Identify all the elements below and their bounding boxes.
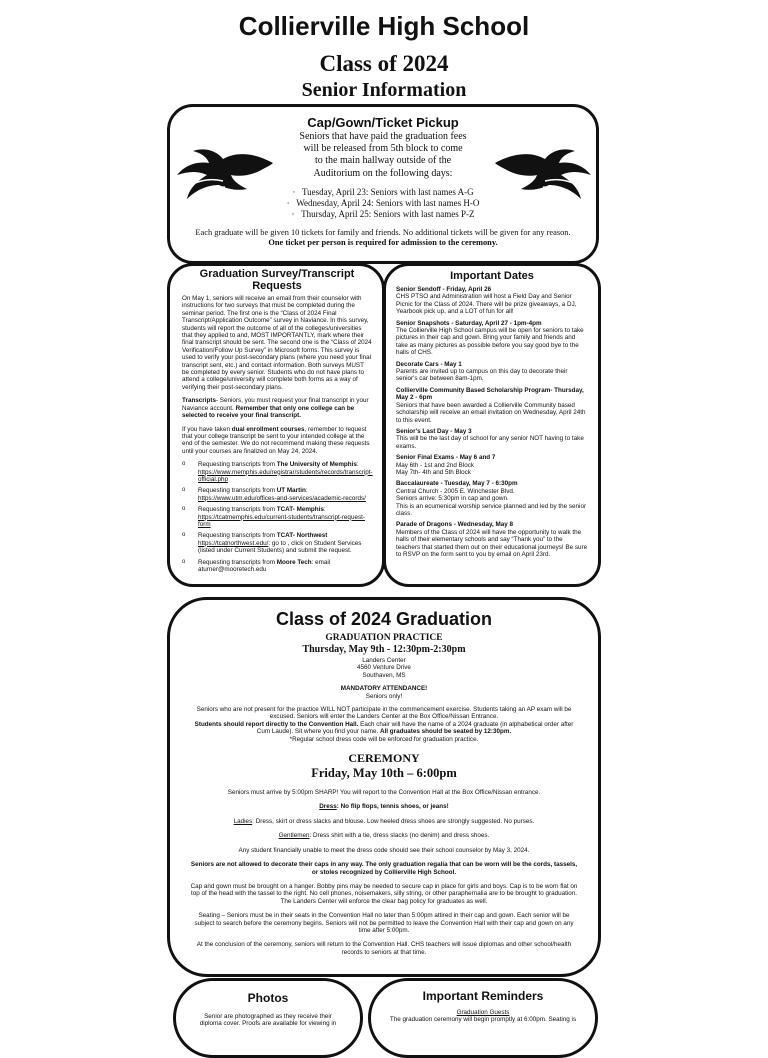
date-heading: Senior Snapshots - Saturday, April 27 - 1pm-4pm bbox=[396, 319, 542, 327]
ceremony-title: CEREMONY bbox=[348, 751, 420, 766]
reminders-title: Important Reminders bbox=[422, 989, 544, 1003]
cap-gown-intro: Seniors that have paid the graduation fees will be released from 5th block to come to the main hallway outside of the Auditorium on the following days: bbox=[299, 131, 467, 179]
class-title: Class of 2024 bbox=[319, 51, 449, 76]
list-item: o Requesting transcripts from UT Martin: https://www.utm.edu/offices-and-services/academic-records/ bbox=[182, 487, 372, 502]
mandatory: MANDATORY ATTENDANCE! bbox=[340, 685, 428, 693]
ceremony-date: Friday, May 10th – 6:00pm bbox=[311, 766, 457, 781]
pickup-day: · Wednesday, April 24: Seniors with last names H-O bbox=[286, 197, 480, 208]
date-item bbox=[396, 286, 588, 316]
date-body: This will be the last day of school for any senior NOT having to take exams. bbox=[396, 435, 584, 450]
list-item: o Requesting transcripts from The University of Memphis: https://www.memphis.edu/registrar/students/records/transcript-official.php bbox=[182, 461, 372, 483]
reminders-box bbox=[368, 978, 598, 1058]
financial: Any student financially unable to meet the dress code should see their school counselor by May 3, 2024. bbox=[238, 846, 530, 854]
date-item bbox=[396, 428, 588, 450]
date-body: CHS PTSO and Administration will host a Field Day and Senior Picnic for the Class of 2024. There will be prize giveaways, a DJ, Yearbook pick up, and a LOT of fun for all! bbox=[396, 293, 577, 316]
date-item bbox=[396, 521, 588, 558]
survey-para1: On May 1, seniors will receive an email from their counselor with instructions for two surveys that must be completed during the seminar period. The first one is the “Class of 2024 Final Transcript/Application Outcome” survey in Naviance. In this survey, students will report the outcome of all of the colleges/universities that they applied to and, MOST IMPORTANTLY, mark where their final transcript should be sent. The second one is the “Class of 2024 Verification/Follow Up Survey” in Microsoft forms. This survey is used to verify your post-secondary plans (where you need your final transcript sent, etc.) and contact information. Both surveys MUST be completed by every senior. Students who do not have plans to attend a college/university will complete both forms as a way of verifying their post-secondary plans. bbox=[182, 295, 372, 391]
practice-p1: Seniors who are not present for the practice WILL NOT participate in the commencement exercise. Students taking an AP exam will be excused. Seniors will enter the Landers Center at the Box Office/Nissan Entrance. bbox=[196, 706, 572, 721]
link[interactable]: https://tcatnorthwest.edu/ bbox=[198, 539, 269, 547]
practice-p3: *Regular school dress code will be enforced for graduation practice. bbox=[289, 735, 479, 743]
date-heading: Senior Final Exams - May 6 and 7 bbox=[396, 454, 496, 462]
transcript-request-list bbox=[182, 461, 372, 573]
school-title: Collierville High School bbox=[238, 11, 530, 41]
hanger: Cap and gown must be brought on a hanger. Bobby pins may be needed to secure cap in place for girls and boys. Cap is to be worn flat on top of the head with the tassel to the right. No cell phones, noisemakers, silly string, or other paraphernalia are to be brought to graduation. The Landers Center will enforce the clear bag policy for graduates as well. bbox=[190, 882, 578, 905]
date-heading: Decorate Cars - May 1 bbox=[396, 360, 462, 368]
date-body: May 6th - 1st and 2nd Block May 7th- 4th and 5th Block bbox=[396, 461, 475, 476]
arrive: Seniors must arrive by 5:00pm SHARP! You will report to the Convention Hall at the Box Office/Nissan entrance. bbox=[227, 789, 541, 797]
date-item bbox=[396, 361, 588, 383]
dates-title: Important Dates bbox=[450, 270, 534, 282]
tickets-note: Each graduate will be given 10 tickets for family and friends. No additional tickets will be given for any reason. One ticket per person is required for admission to the ceremony. bbox=[195, 227, 571, 247]
survey-para2: Transcripts- Seniors, you must request your final transcript in your Naviance account. Remember that only one college can be selected to receive your final transcript. bbox=[182, 397, 369, 420]
date-body: Seniors that have been awarded a Collierville Community based scholarship will receive an email invitation on Wednesday, April 24th to this event. bbox=[396, 401, 586, 424]
date-heading: Parade of Dragons - Wednesday, May 8 bbox=[396, 521, 513, 529]
cap-gown-title: Cap/Gown/Ticket Pickup bbox=[307, 115, 459, 130]
seating: Seating – Seniors must be in their seats in the Convention Hall no later than 5:00pm attired in their cap and gown. Each senior will be subject to search before the ceremony begins. Seniors will not be permitted to leave the Convention Hall with their cap and gown on any time after 5:00pm. bbox=[194, 912, 574, 934]
date-item bbox=[396, 320, 588, 357]
date-body: The Collierville High School campus will be open for seniors to take pictures in their cap and gown. Bring your family and friends and take as many pictures as possible before you say good bye to the halls of CHS. bbox=[396, 327, 584, 357]
pickup-day: · Tuesday, April 23: Seniors with last names A-G bbox=[292, 186, 474, 197]
decorate: Seniors are not allowed to decorate their caps in any way. The only graduation regalia that can be worn will be the cords, tassels, or stoles recognized by Collierville High School. bbox=[190, 861, 578, 876]
practice-p2: Students should report directly to the Convention Hall. Each chair will have the name of a 2024 graduate (in alphabetical order after Cum Laude). Sit where you find your name. All graduates should be seated by 12:30pm. bbox=[194, 720, 574, 736]
survey-title: Graduation Survey/Transcript Requests bbox=[199, 268, 355, 292]
list-item: o Requesting transcripts from TCAT- Northwest https://tcatnorthwest.edu/: go to , click on Student Services (listed under Current Students) and submit the request. bbox=[182, 532, 372, 554]
pickup-day: · Thursday, April 25: Seniors with last names P-Z bbox=[291, 208, 475, 219]
reminders-sub: Graduation Guests bbox=[456, 1009, 510, 1016]
subtitle: Senior Information bbox=[301, 79, 467, 101]
seniors-only: Seniors only! bbox=[365, 692, 403, 700]
date-item bbox=[396, 454, 588, 476]
gentlemen: Gentlemen: Dress shirt with a tie, dress slacks (no denim) and dress shoes. bbox=[278, 832, 490, 840]
date-body: Central Church - 2005 E. Winchester Blvd. Seniors arrive: 5:30pm in cap and gown. This is an ecumenical worship service planned and led by the senior class. bbox=[396, 487, 587, 517]
dragon-left-icon bbox=[175, 145, 275, 205]
photos-title: Photos bbox=[247, 991, 289, 1005]
date-heading: Senior Sendoff - Friday, April 26 bbox=[396, 286, 492, 293]
practice-date: Thursday, May 9th - 12:30pm-2:30pm bbox=[302, 644, 466, 655]
link[interactable]: https://www.utm.edu/offices-and-services/academic-records/ bbox=[198, 494, 366, 502]
dragon-right-icon bbox=[493, 145, 593, 205]
important-dates-box bbox=[383, 263, 601, 587]
date-heading: Collierville Community Based Scholarship Program- Thursday, May 2 - 6pm bbox=[396, 386, 584, 402]
photos-text: Senior are photographed as they receive their diploma cover. Proofs are available for viewing in bbox=[199, 1013, 337, 1028]
dress: Dress: No flip flops, tennis shoes, or jeans! bbox=[319, 803, 449, 811]
date-heading: Baccalaureate - Tuesday, May 7 - 6:30pm bbox=[396, 480, 518, 488]
survey-box bbox=[167, 263, 385, 587]
survey-para3: If you have taken dual enrollment courses, remember to request that your college transcript be sent to your intended college at the end of the semester. We do not recommend making these requests until your courses are finalized on May 24, 2024. bbox=[182, 425, 370, 455]
date-item bbox=[396, 387, 588, 424]
reminders-text: The graduation ceremony will begin promptly at 6:00pm. Seating is bbox=[389, 1016, 577, 1024]
venue: Landers Center 4560 Venture Drive Southaven, MS bbox=[357, 657, 411, 679]
ladies: Ladies: Dress, skirt or dress slacks and blouse. Low heeled dress shoes are strongly suggested. No purses. bbox=[233, 817, 535, 825]
graduation-title: Class of 2024 Graduation bbox=[275, 609, 493, 629]
date-body: Parents are invited up to campus on this day to decorate their senior's car between 8am-1pm. bbox=[396, 368, 568, 383]
link[interactable]: https://www.memphis.edu/registrar/students/records/transcript-official.php bbox=[198, 468, 373, 483]
page-header bbox=[0, 10, 768, 102]
date-body: Members of the Class of 2024 will have the opportunity to walk the halls of their elementary schools and say “Thank you” to the teachers that started them out on their educational journeys! Be sure to RSVP on the form sent to you by email on April 23rd. bbox=[396, 528, 588, 558]
list-item: o Requesting transcripts from TCAT- Memphis: https://tcatmemphis.edu/current-students/transcript-request-form bbox=[182, 506, 372, 528]
link[interactable]: https://tcatmemphis.edu/current-students/transcript-request-form bbox=[198, 513, 365, 528]
list-item: o Requesting transcripts from Moore Tech: email aturner@mooretech.edu bbox=[182, 559, 372, 574]
photos-box bbox=[173, 978, 363, 1058]
graduation-box bbox=[167, 597, 601, 977]
conclusion: At the conclusion of the ceremony, seniors will return to the Convention Hall. CHS teachers will issue diplomas and other school/health records to seniors at that time. bbox=[196, 941, 572, 956]
dates-list bbox=[396, 286, 588, 558]
practice-title: GRADUATION PRACTICE bbox=[325, 633, 443, 643]
date-item bbox=[396, 480, 588, 517]
date-heading: Senior's Last Day - May 3 bbox=[396, 427, 472, 435]
